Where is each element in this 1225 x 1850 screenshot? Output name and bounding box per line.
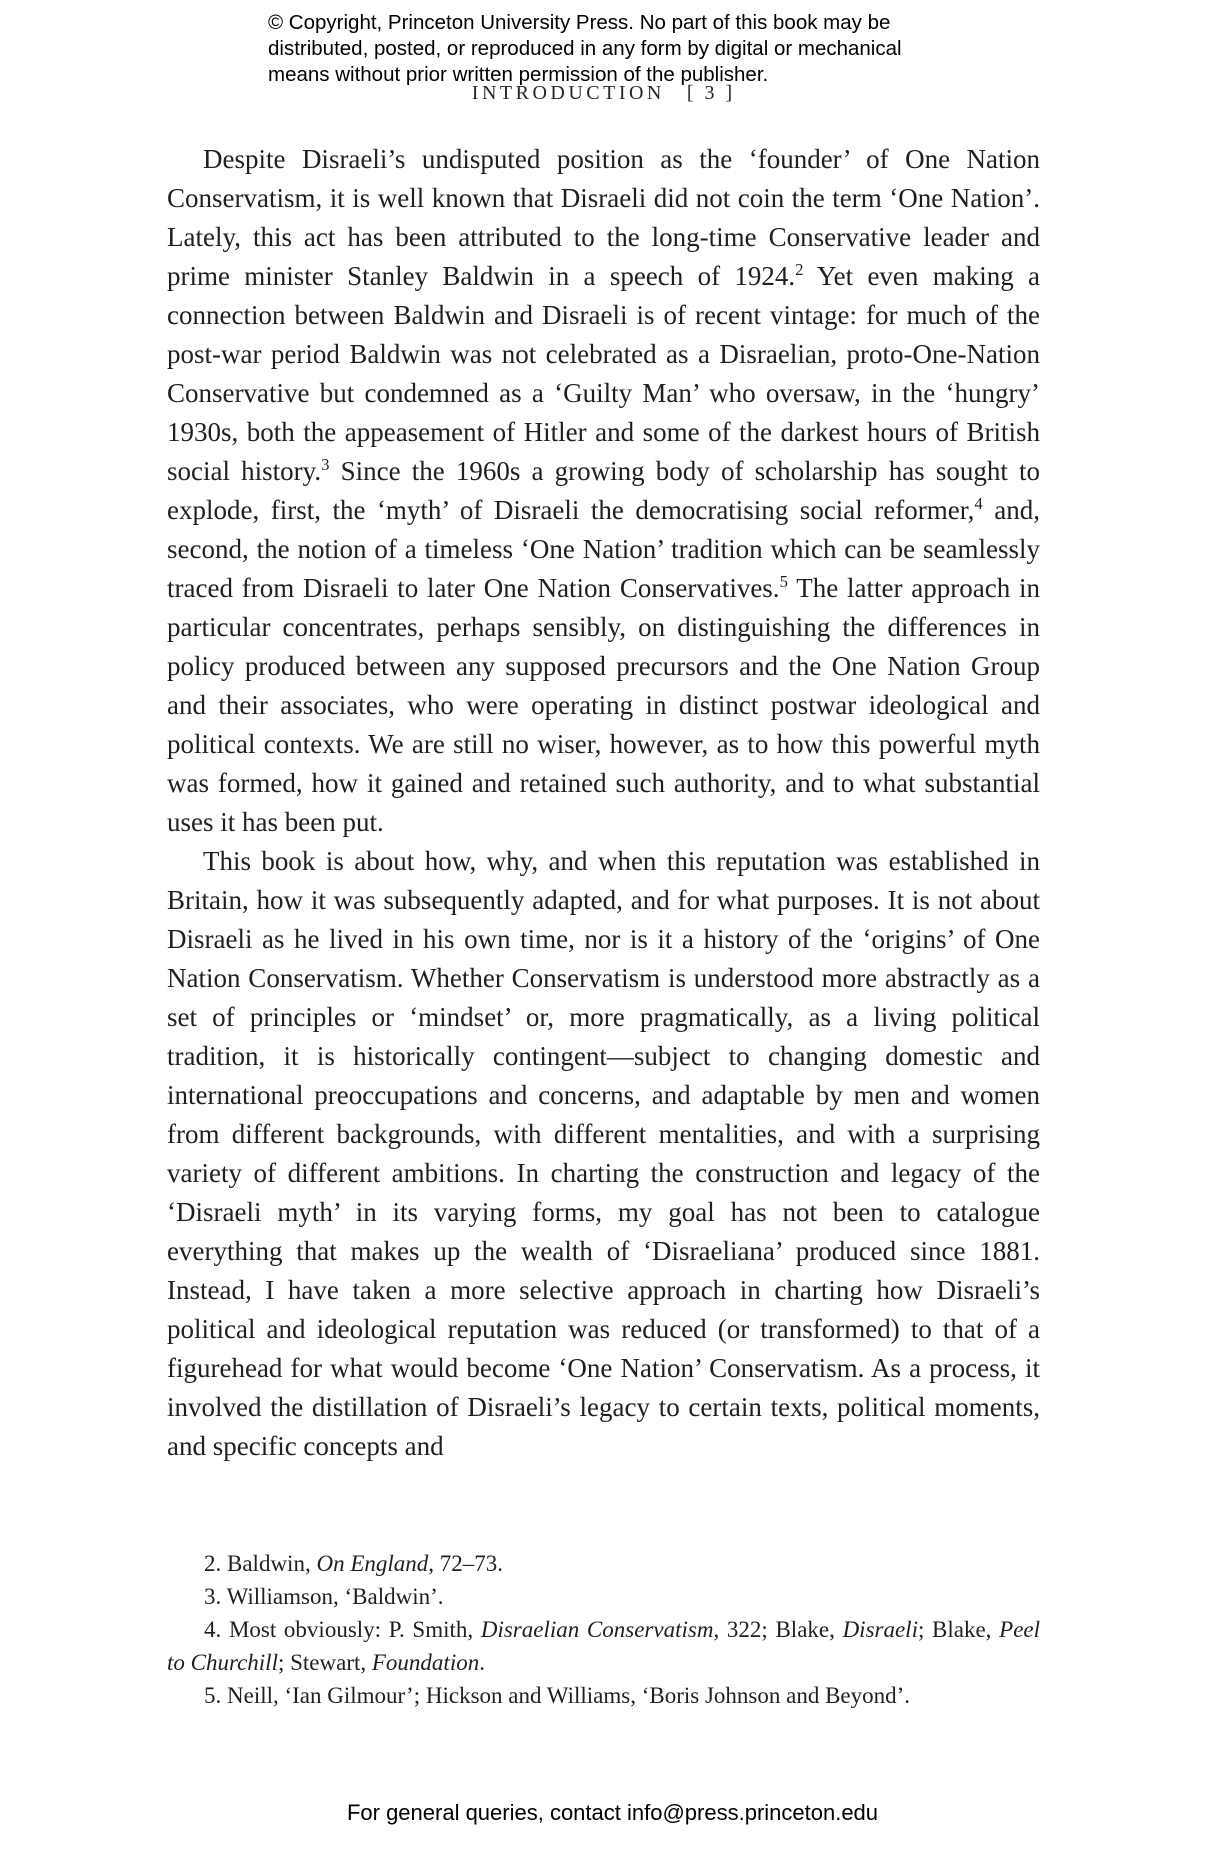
text-run: 2. Baldwin,	[204, 1551, 317, 1576]
footnotes	[167, 1547, 1040, 1712]
footnote	[167, 1679, 1040, 1712]
text-run: The latter approach in particular concentrates, perhaps sensibly, on distinguishing the differences in policy produced between any supposed precursors and the One Nation Group and their associates, who were operating in distinct postwar ideological and political contexts. We are still no wiser, however, as to how this powerful myth was formed, how it gained and retained such authority, and to what substantial uses it has been put.	[167, 573, 1040, 837]
text-run: Since the 1960s a growing body of scholarship has sought to explode, first, the ‘myth’ of Disraeli the democratising social reformer,	[167, 456, 1040, 525]
text-run: Disraeli	[842, 1617, 918, 1642]
text-run: 4. Most obviously: P. Smith,	[204, 1617, 481, 1642]
text-run: .	[479, 1650, 485, 1675]
text-run: 5. Neill, ‘Ian Gilmour’; Hickson and Williams, ‘Boris Johnson and Beyond’.	[204, 1683, 911, 1708]
footnote	[167, 1580, 1040, 1613]
copyright-line: means without prior written permission of the publisher.	[268, 63, 769, 86]
text-run: 3. Williamson, ‘Baldwin’.	[204, 1584, 444, 1609]
text-run: , 322; Blake,	[713, 1617, 843, 1642]
text-run: , 72–73.	[428, 1551, 504, 1576]
body-paragraph	[167, 842, 1040, 1466]
footnote-marker: 3	[321, 455, 330, 474]
text-run: On England	[316, 1551, 429, 1576]
footnote-marker: 2	[795, 260, 804, 279]
text-run: This book is about how, why, and when this reputation was established in Britain, how it was subsequently adapted, and for what purposes. It is not about Disraeli as he lived in his own time, nor is it a history of the ‘origins’ of One Nation Conservatism. Whether Conservatism is understood more abstractly as a set of principles or ‘mindset’ or, more pragmatically, as a living political tradition, it is historically contingent—subject to changing domestic and international preoccupations and concerns, and adaptable by men and women from different backgrounds, with different mentalities, and with a surprising variety of different ambitions. In charting the construction and legacy of the ‘Disraeli myth’ in its varying forms, my goal has not been to catalogue everything that makes up the wealth of ‘Disraeliana’ produced since 1881. Instead, I have taken a more selective approach in charting how Disraeli’s political and ideological reputation was reduced (or transformed) to that of a figurehead for what would become ‘One Nation’ Conservatism. As a process, it involved the distillation of Disraeli’s legacy to certain texts, political moments, and specific concepts and	[167, 846, 1040, 1461]
copyright-line: distributed, posted, or reproduced in any form by digital or mechanical	[268, 37, 902, 60]
text-run: ; Blake,	[917, 1617, 1000, 1642]
text-run: Peel to Churchill	[167, 1617, 1040, 1675]
copyright-line: © Copyright, Princeton University Press. No part of this book may be	[268, 11, 891, 34]
footnote-marker: 5	[779, 572, 788, 591]
footnote	[167, 1547, 1040, 1580]
body-paragraph	[167, 140, 1040, 842]
copyright-notice	[268, 10, 902, 88]
footnote-marker: 4	[974, 494, 983, 513]
page-footer: For general queries, contact info@press.princeton.edu	[346, 1800, 879, 1825]
running-head	[167, 82, 1040, 105]
body-text	[167, 140, 1040, 1466]
text-run: Disraelian Conservatism	[480, 1617, 714, 1642]
text-run: and, second, the notion of a timeless ‘One Nation’ tradition which can be seamlessly traced from Disraeli to later One Nation Conservatives.	[167, 495, 1040, 603]
text-run: ; Stewart,	[277, 1650, 372, 1675]
footnote	[167, 1613, 1040, 1679]
chapter-title: INTRODUCTION	[471, 82, 665, 104]
text-run: Foundation	[371, 1650, 480, 1675]
page-number: [ 3 ]	[686, 82, 736, 104]
text-run: Despite Disraeli’s undisputed position as the ‘founder’ of One Nation Conservatism, it is well known that Disraeli did not coin the term ‘One Nation’. Lately, this act has been attributed to the long-time Conservative leader and prime minister Stanley Baldwin in a speech of 1924.	[167, 144, 1040, 291]
text-run: Yet even making a connection between Baldwin and Disraeli is of recent vintage: for much of the post-war period Baldwin was not celebrated as a Disraelian, proto-One-Nation Conservative but condemned as a ‘Guilty Man’ who oversaw, in the ‘hungry’ 1930s, both the appeasement of Hitler and some of the darkest hours of British social history.	[167, 261, 1041, 486]
